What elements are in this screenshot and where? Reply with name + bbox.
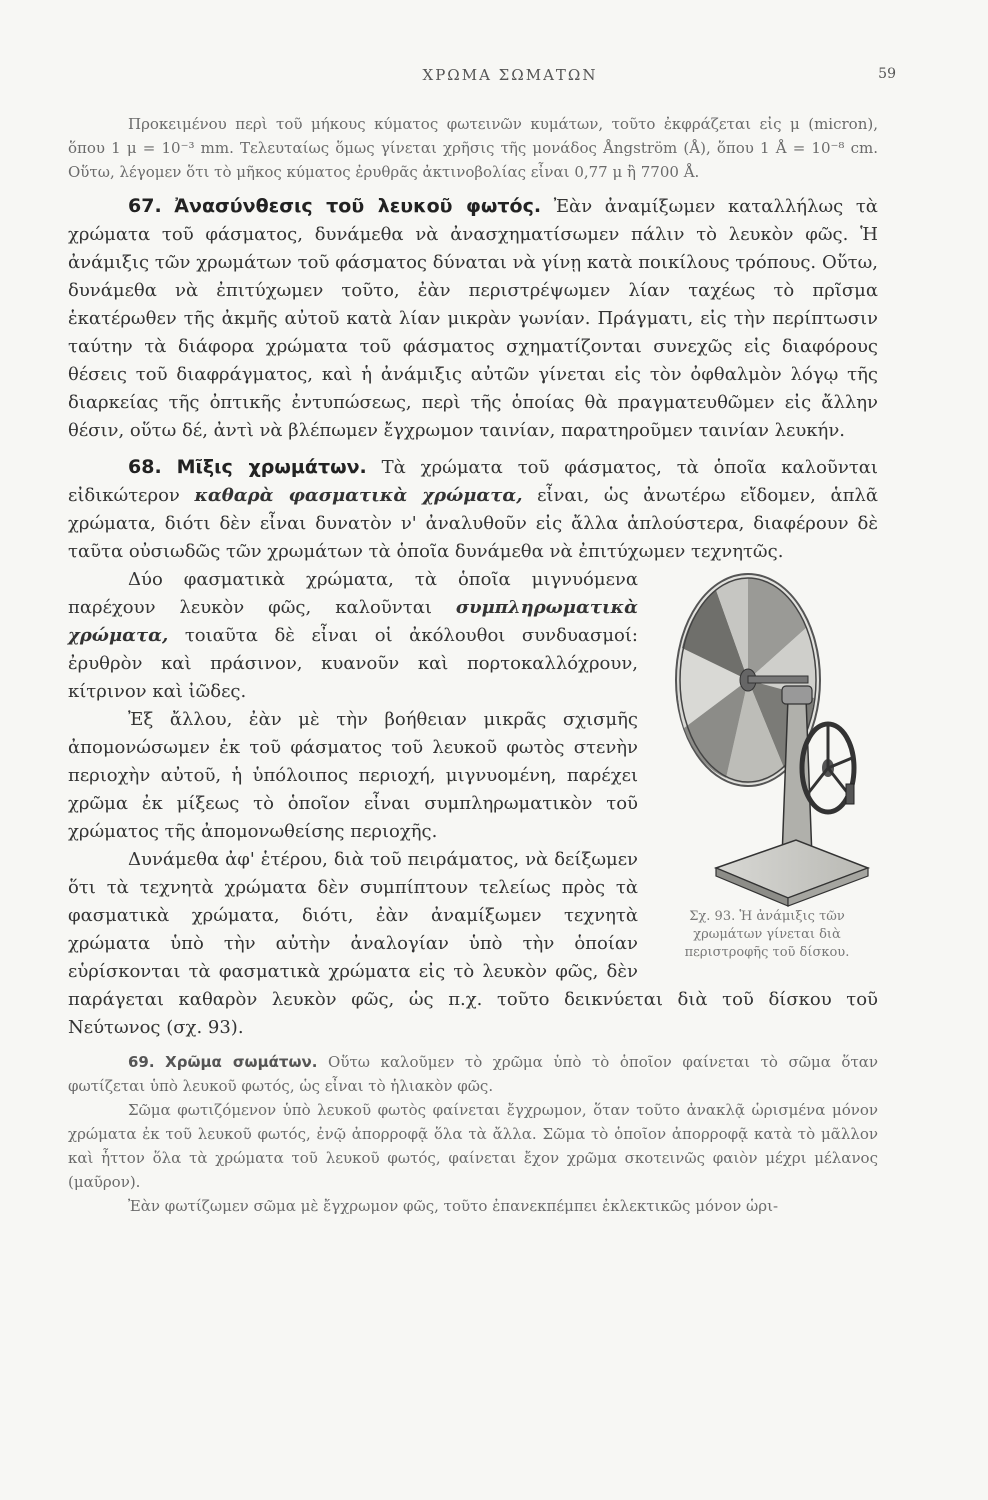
term-pure-spectral-colors: καθαρὰ φασματικὰ χρώματα, [194,485,523,506]
section-67-paragraph [68,192,878,445]
page-header [0,66,988,90]
section-68-number: 68. [128,456,162,478]
newton-disk-illustration [656,568,878,908]
section-68-p1-start: Τὰ χρώματα τοῦ φάσματος, τὰ ὁποῖα καλοῦνται εἰδικώτερον [68,457,878,506]
section-68-p2-start: Δύο φασματικὰ χρώματα, τὰ ὁποῖα μιγνυόμενα παρέχουν λευκὸν φῶς, καλοῦνται [68,569,638,618]
intro-paragraph: Προκειμένου περὶ τοῦ μήκους κύματος φωτεινῶν κυμάτων, τοῦτο ἐκφράζεται εἰς μ (micron), ὅπου 1 μ = 10⁻³ mm. Τελευταίως ὅμως γίνεται χρῆσις τῆς μονάδος Ångström (Å), ὅπου 1 Å = 10⁻⁸ cm. Οὕτω, λέγομεν ὅτι τὸ μῆκος κύματος ἐρυθρᾶς ἀκτινοβολίας εἶναι 0,77 μ ἢ 7700 Å. [68,115,878,181]
page-body [68,112,878,1218]
running-title: ΧΡΩΜΑ ΣΩΜΑΤΩΝ [422,66,598,84]
section-68-paragraph-1 [68,453,878,566]
section-69-number: 69. [128,1053,155,1071]
section-68-title: Μῖξις χρωμάτων. [176,456,367,478]
section-69-title: Χρῶμα σωμάτων. [165,1053,318,1071]
section-68-paragraph-4: Δυνάμεθα ἀφ' ἑτέρου, διὰ τοῦ πειράματος, νὰ δείξωμεν ὅτι τὰ τεχνητὰ χρώματα δὲν συμπίπτουν τελείως πρὸς τὰ φασματικὰ χρώματα, διότι, ἐὰν ἀναμίξωμεν τεχνητὰ χρώματα ὑπὸ τὴν αὐτὴν ἀναλογίαν ὑπὸ τὴν ὁποίαν εὑρίσκονται τὰ φασματικὰ χρώματα εἰς τὸ λευκὸν φῶς, δὲν παράγεται καθαρὸν λευκὸν φῶς, ὡς π.χ. τοῦτο δεικνύεται διὰ τοῦ δίσκου τοῦ Νεύτωνος (σχ. 93). [68,849,878,1038]
figure-93-caption: Σχ. 93. Ἡ ἀνάμιξις τῶν χρωμάτων γίνεται διὰ περιστροφῆς τοῦ δίσκου. [684,909,850,960]
section-69-paragraph-1 [68,1050,878,1098]
section-68-p1-end: εἶναι, ὡς ἀνωτέρω εἴδομεν, ἁπλᾶ χρώματα, διότι δὲν εἶναι δυνατὸν ν' ἀναλυθοῦν εἰς ἄλλα ἁπλούστερα, διαφέρουν δὲ ταῦτα οὐσιωδῶς τῶν χρωμάτων τὰ ὁποῖα δυνάμεθα νὰ ἐπιτύχωμεν τεχνητῶς. [68,485,878,562]
page-number: 59 [878,66,896,82]
section-67-number: 67. [128,195,162,217]
section-68-paragraph-3: Ἐξ ἄλλου, ἐὰν μὲ τὴν βοήθειαν μικρᾶς σχισμῆς ἀπομονώσωμεν ἐκ τοῦ φάσματος τοῦ λευκοῦ φωτὸς στενὴν περιοχὴν αὐτοῦ, ἡ ὑπόλοιπος περιοχή, μιγνυομένη, παρέχει χρῶμα ἐκ μίξεως τὸ ὁποῖον εἶναι συμπληρωματικὸν τοῦ χρώματος τῆς ἀπομονωθείσης περιοχῆς. [68,709,638,842]
section-69-paragraph-3: Ἐὰν φωτίζωμεν σῶμα μὲ ἔγχρωμον φῶς, τοῦτο ἐπανεκπέμπει ἐκλεκτικῶς μόνον ὡρι- [128,1197,779,1215]
section-69-paragraph-2: Σῶμα φωτιζόμενον ὑπὸ λευκοῦ φωτὸς φαίνεται ἔγχρωμον, ὅταν τοῦτο ἀνακλᾷ ὡρισμένα μόνον χρώματα ἐκ τοῦ λευκοῦ φωτός, ἐνῷ ἀπορροφᾷ ὅλα τὰ ἄλλα. Σῶμα τὸ ὁποῖον ἀπορροφᾷ κατὰ τὸ μᾶλλον καὶ ἧττον ὅλα τὰ χρώματα τοῦ λευκοῦ φωτός, φαίνεται ἔχον χρῶμα σκοτεινῶς φαιὸν μέχρι μέλανος (μαῦρον). [68,1101,878,1191]
term-complementary-colors: συμπληρωματικὰ χρώματα, [68,597,638,646]
section-68-p2-end: τοιαῦτα δὲ εἶναι οἱ ἀκόλουθοι συνδυασμοί: ἐρυθρὸν καὶ πράσινον, κυανοῦν καὶ πορτοκαλλόχρουν, κίτρινον καὶ ἰῶδες. [68,625,638,702]
section-67-title: Ἀνασύνθεσις τοῦ λευκοῦ φωτός. [174,195,542,217]
figure-93 [656,568,878,962]
section-69-p1-text: Οὕτω καλοῦμεν τὸ χρῶμα ὑπὸ τὸ ὁποῖον φαίνεται τὸ σῶμα ὅταν φωτίζεται ὑπὸ λευκοῦ φωτός, ὡς εἶναι τὸ ἡλιακὸν φῶς. [68,1053,879,1095]
section-67-text: Ἐὰν ἀναμίξωμεν καταλλήλως τὰ χρώματα τοῦ φάσματος, δυνάμεθα νὰ ἀνασχηματίσωμεν πάλιν τὸ λευκὸν φῶς. Ἡ ἀνάμιξις τῶν χρωμάτων τοῦ φάσματος δύναται νὰ γίνῃ κατὰ ποικίλους τρόπους. Οὕτω, δυνάμεθα νὰ ἐπιτύχωμεν τοῦτο, ἐὰν περιστρέψωμεν λίαν ταχέως τὸ πρῖσμα ἑκατέρωθεν τῆς ἀκμῆς αὐτοῦ κατὰ λίαν μικρὰν γωνίαν. Πράγματι, εἰς τὴν περίπτωσιν ταύτην τὰ διάφορα χρώματα τοῦ φάσματος σχηματίζονται συνεχῶς εἰς διαφόρους θέσεις τοῦ διαφράγματος, καὶ ἡ ἀνάμιξις αὐτῶν γίνεται εἰς τὸν ὀφθαλμὸν λόγῳ τῆς διαρκείας τῆς ὀπτικῆς ἐντυπώσεως, περὶ τῆς ὁποίας θὰ πραγματευθῶμεν εἰς ἄλλην θέσιν, οὕτω δέ, ἀντὶ νὰ βλέπωμεν ἔγχρωμον ταινίαν, παρατηροῦμεν ταινίαν λευκήν. [68,196,878,441]
